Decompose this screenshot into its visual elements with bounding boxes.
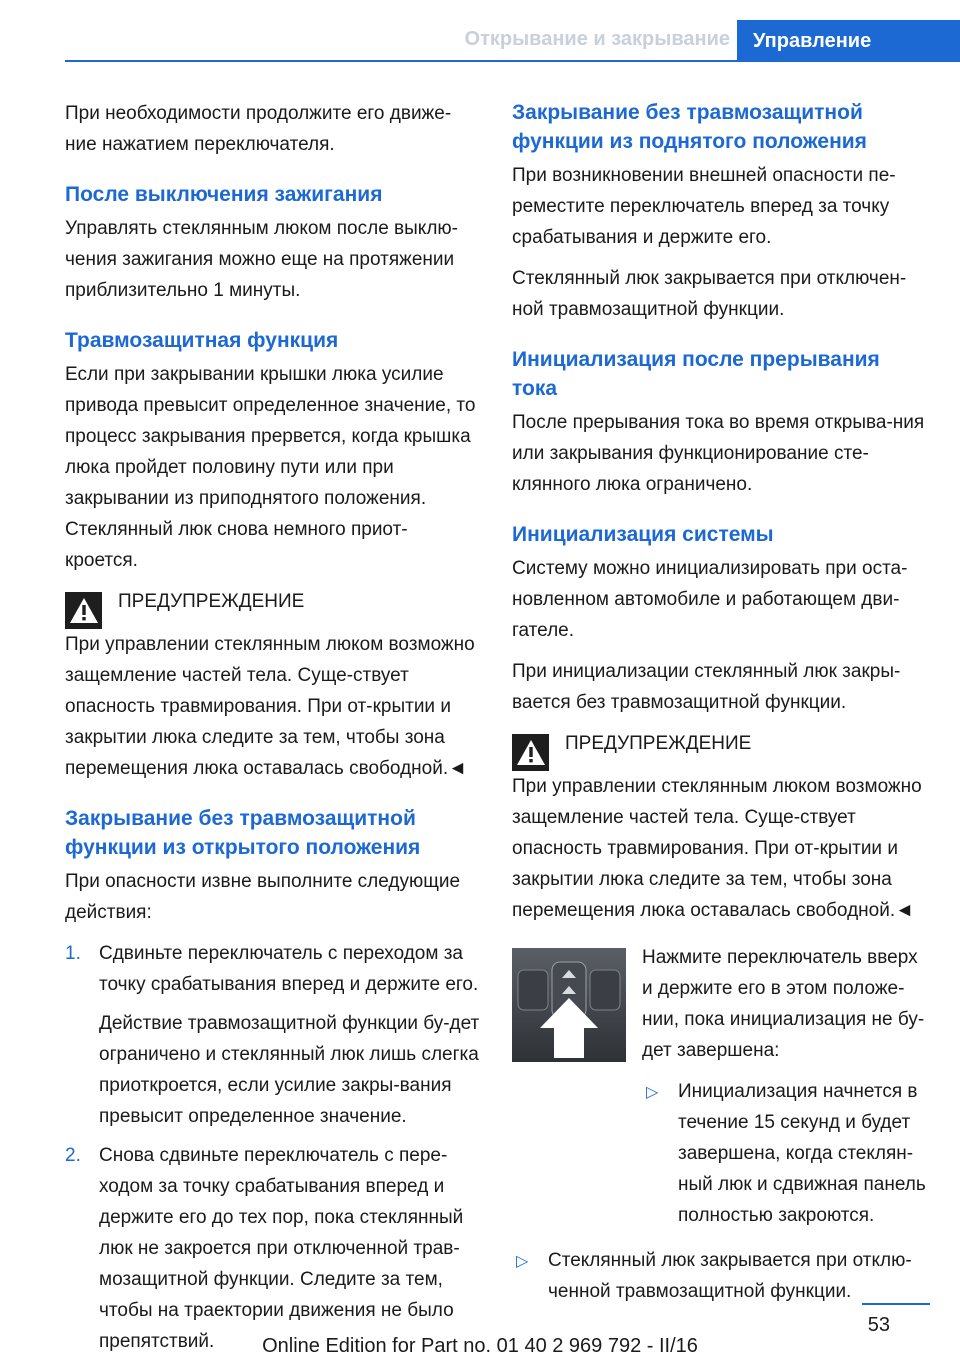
warning-icon [65,592,102,629]
edition-footer: Online Edition for Part no. 01 40 2 969 792 - II/16 [262,1335,698,1357]
intro-paragraph: При необходимости продолжите его движе-ние нажатием переключателя. [65,103,452,155]
step-text: Снова сдвиньте переключатель с пере-ходом за точку срабатывания вперед и держите его до тех пор, пока стеклянный люк не закроется при отключенной трав-мозащитной функции. Следите за тем, чтобы на траектории движения не было препятствий. [99,1145,464,1352]
heading-anti-pinch: Травмозащитная функция [65,329,339,352]
step-number: 1. [65,943,81,964]
warning-text: При управлении стеклянным люком возможно защемление частей тела. Суще-ствует опасность травмирования. При от-крытии и закрытии люка следите за тем, чтобы зона перемещения люка оставалась свободной.◄ [65,634,475,779]
step-text: Сдвиньте переключатель с переходом за точку срабатывания вперед и держите его. [99,943,479,995]
warning-icon [512,734,549,771]
bullet-list-outer [512,1245,930,1307]
right-column [512,98,930,1315]
paragraph-close-from-raised-2: Стеклянный люк закрывается при отключен-ной травмозащитной функции. [512,268,907,320]
paragraph-init-system-1: Систему можно инициализировать при оста-новленном автомобиле и работающем дви-гателе. [512,558,908,641]
heading-close-from-raised: Закрывание без травмозащитной функции из поднятого положения [512,101,867,153]
page-number: 53 [867,1314,890,1336]
left-column [65,98,480,1365]
header-chapter-tab: Управление [737,20,960,62]
paragraph-close-from-raised-1: При возникновении внешней опасности пе-реместите переключатель вперед за точку срабатывания и держите его. [512,165,896,248]
warning-text: При управлении стеклянным люком возможно защемление частей тела. Суще-ствует опасность травмирования. При от-крытии и закрытии люка следите за тем, чтобы зона перемещения люка оставалась свободной.◄ [512,776,922,921]
bullet-text: Инициализация начнется в течение 15 секунд и будет завершена, когда стеклян-ный люк и сдвижная панель полностью закроются. [678,1081,926,1226]
list-item [65,1140,480,1357]
paragraph-close-from-open: При опасности извне выполните следующие действия: [65,871,461,923]
triangle-bullet-icon: ▷ [646,1084,659,1101]
step-number: 2. [65,1145,81,1166]
list-item [65,938,480,1132]
paragraph-press-switch: Нажмите переключатель вверх и держите его в этом положе-нии, пока инициализация не бу-дет завершена: [642,947,925,1061]
heading-init-after-power: Инициализация после прерывания тока [512,348,880,400]
page-header [0,0,960,62]
list-item [642,1076,930,1231]
footer-rule [862,1303,930,1305]
steps-list [65,938,480,1357]
triangle-bullet-icon: ▷ [516,1253,529,1270]
warning-block [65,586,480,784]
header-section-title: Открывание и закрывание [464,28,730,50]
paragraph-init-system-2: При инициализации стеклянный люк закры-вается без травмозащитной функции. [512,661,901,713]
warning-title: ПРЕДУПРЕЖДЕНИЕ [118,591,305,612]
paragraph-anti-pinch: Если при закрывании крышки люка усилие привода превысит определенное значение, то процесс закрывания прервется, когда крышка люка пройдет половину пути или при закрывании из приподнятого положения. Стеклянный люк снова немного приот-кроется. [65,364,476,571]
bullet-list-inner [642,1076,930,1231]
heading-close-from-open: Закрывание без травмозащитной функции из открытого положения [65,807,421,859]
heading-after-ignition: После выключения зажигания [65,183,383,206]
paragraph-init-after-power: После прерывания тока во время открыва-ния или закрывания функционирование сте-клянного люка ограничено. [512,412,925,495]
roof-switch-photo [512,948,626,1062]
bullet-text: Стеклянный люк закрывается при отклю-ченной травмозащитной функции. [548,1250,912,1302]
heading-init-system: Инициализация системы [512,523,774,546]
warning-title: ПРЕДУПРЕЖДЕНИЕ [565,733,752,754]
step-note: Действие травмозащитной функции бу-дет ограничено и стеклянный люк лишь слегка приоткроется, если усилие закры-вания превысит определенное значение. [99,1013,480,1127]
warning-block [512,728,930,926]
header-rule [65,60,737,62]
list-item [512,1245,930,1307]
paragraph-after-ignition: Управлять стеклянным люком после выклю-чения зажигания можно еще на протяжении приблизительно 1 минуты. [65,218,458,301]
init-procedure [512,942,930,1239]
